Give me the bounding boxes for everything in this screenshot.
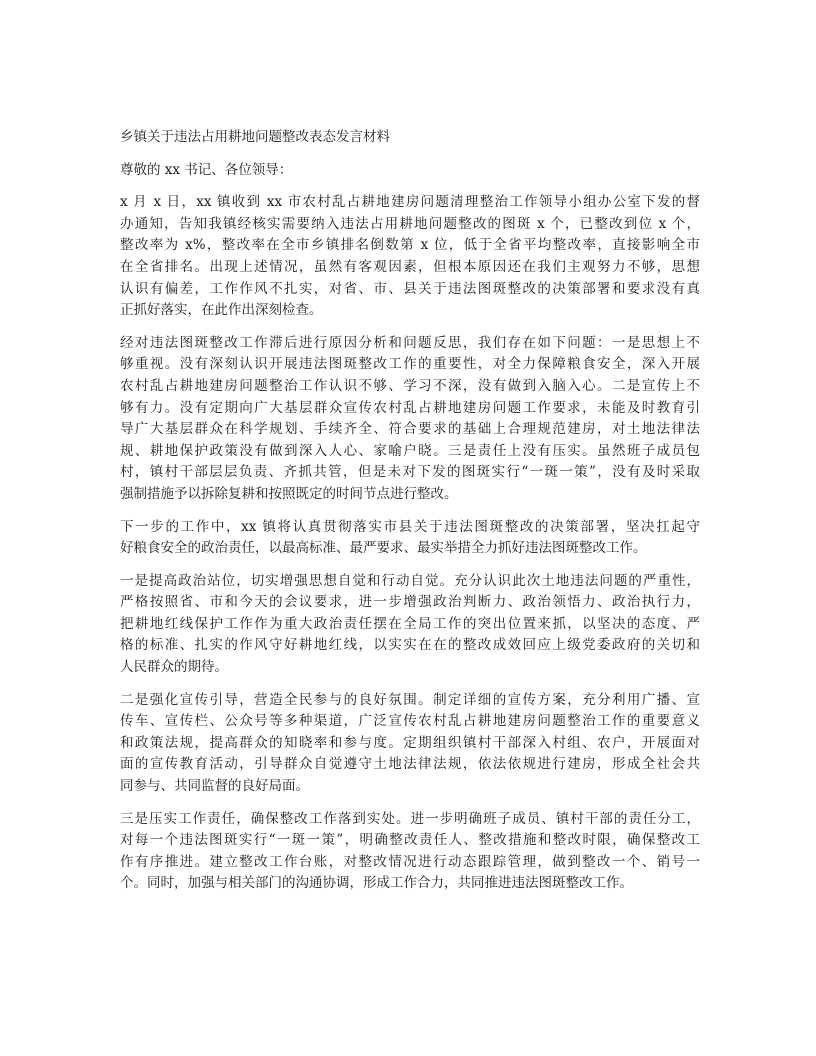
text-line: 够重视。没有深刻认识开展违法图斑整改工作的重要性，对全力保障粮食安全，深入开展 <box>120 356 700 373</box>
text-line: 同参与、共同监督的良好局面。 <box>120 778 309 795</box>
text-line: 传车、宣传栏、公众号等多种渠道，广泛宣传农村乱占耕地建房问题整治工作的重要意义 <box>120 713 700 730</box>
text-line: 一是提高政治站位，切实增强思想自觉和行动自觉。充分认识此次土地违法问题的严重性， <box>120 572 700 589</box>
text-line: 办通知，告知我镇经核实需要纳入违法占用耕地问题整改的图斑 x 个，已整改到位 x 个， <box>120 215 700 232</box>
text-line: 正抓好落实，在此作出深刻检查。 <box>120 302 323 319</box>
text-line: 村，镇村干部层层负责、齐抓共管，但是未对下发的图斑实行“一斑一策”，没有及时采取 <box>120 464 700 481</box>
document-body <box>120 127 700 906</box>
text-line: 面的宣传教育活动，引导群众自觉遵守土地法律法规，依法依规进行建房，形成全社会共 <box>120 756 700 773</box>
text-line: 够有力。没有定期向广大基层群众宣传农村乱占耕地建房问题工作要求，未能及时教育引 <box>120 399 700 416</box>
text-line: x 月 x 日，xx 镇收到 xx 市农村乱占耕地建房问题清理整治工作领导小组办公室下发的督 <box>120 194 700 211</box>
text-line: 格的标准、扎实的作风守好耕地红线，以实实在在的整改成效回应上级党委政府的关切和 <box>120 637 700 654</box>
text-line: 农村乱占耕地建房问题整治工作认识不够、学习不深，没有做到入脑入心。二是宣传上不 <box>120 377 700 394</box>
text-line: 作有序推进。建立整改工作台账，对整改情况进行动态跟踪管理，做到整改一个、销号一 <box>120 853 700 870</box>
text-line: 规、耕地保护政策没有做到深入人心、家喻户晓。三是责任上没有压实。虽然班子成员包 <box>120 442 700 459</box>
paragraph-6 <box>120 809 700 895</box>
text-line: 在全省排名。出现上述情况，虽然有客观因素，但根本原因还在我们主观努力不够，思想 <box>120 258 700 275</box>
text-line: 严格按照省、市和今天的会议要求，进一步增强政治判断力、政治领悟力、政治执行力， <box>120 594 700 611</box>
text-line: 认识有偏差，工作作风不扎实，对省、市、县关于违法图斑整改的决策部署和要求没有真 <box>120 280 700 297</box>
paragraph-1 <box>120 192 700 322</box>
salutation: 尊敬的 xx 书记、各位领导： <box>120 161 293 178</box>
paragraph-2 <box>120 333 700 506</box>
text-line: 和政策法规，提高群众的知晓率和参与度。定期组织镇村干部深入村组、农户，开展面对 <box>120 734 700 751</box>
text-line: 导广大基层群众在科学规划、手续齐全、符合要求的基础上合理规范建房，对土地法律法 <box>120 421 700 438</box>
text-line: 好粮食安全的政治责任，以最高标准、最严要求、最实举措全力抓好违法图斑整改工作。 <box>120 540 647 557</box>
text-line: 强制措施予以拆除复耕和按照既定的时间节点进行整改。 <box>120 485 458 502</box>
paragraph-5 <box>120 690 700 798</box>
paragraph-3 <box>120 517 700 560</box>
text-line: 经对违法图斑整改工作滞后进行原因分析和问题反思，我们存在如下问题：一是思想上不 <box>120 334 700 351</box>
text-line: 把耕地红线保护工作作为重大政治责任摆在全局工作的突出位置来抓，以坚决的态度、严 <box>120 615 700 632</box>
text-line: 个。同时，加强与相关部门的沟通协调，形成工作合力，共同推进违法图斑整改工作。 <box>120 875 633 892</box>
paragraph-4 <box>120 571 700 679</box>
text-line: 整改率为 x%，整改率在全市乡镇排名倒数第 x 位，低于全省平均整改率，直接影响全市 <box>120 237 700 254</box>
text-line: 人民群众的期待。 <box>120 659 228 676</box>
text-line: 下一步的工作中，xx 镇将认真贯彻落实市县关于违法图斑整改的决策部署，坚决扛起守 <box>120 518 700 535</box>
document-title: 乡镇关于违法占用耕地问题整改表态发言材料 <box>120 129 390 145</box>
text-line: 三是压实工作责任，确保整改工作落到实处。进一步明确班子成员、镇村干部的责任分工， <box>120 810 700 827</box>
text-line: 对每一个违法图斑实行“一斑一策”，明确整改责任人、整改措施和整改时限，确保整改工 <box>120 832 700 849</box>
text-line: 二是强化宣传引导，营造全民参与的良好氛围。制定详细的宣传方案，充分利用广播、宣 <box>120 691 700 708</box>
